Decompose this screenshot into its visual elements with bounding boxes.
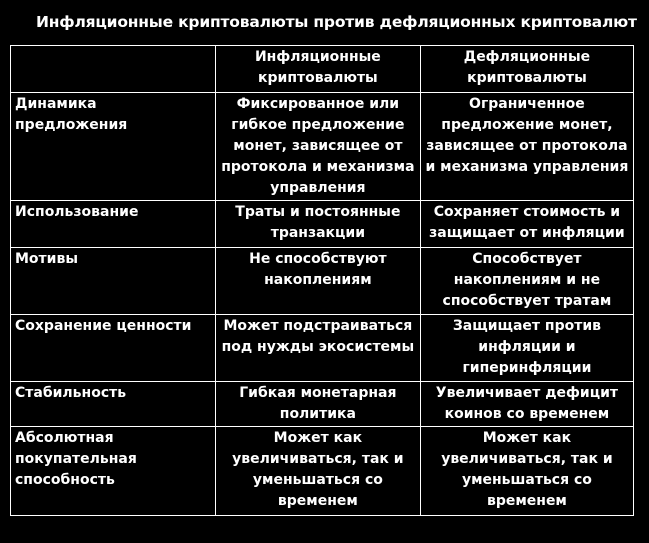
table-row xyxy=(11,382,634,427)
cell-deflationary: Увеличивает дефицит коинов со временем xyxy=(420,382,633,427)
page-title: Инфляционные криптовалюты против дефляционных криптовалют xyxy=(36,13,637,31)
cell-inflationary: Может подстраиваться под нужды экосистемы xyxy=(215,315,420,382)
cell-deflationary: Сохраняет стоимость и защищает от инфляции xyxy=(420,201,633,248)
table-row xyxy=(11,93,634,201)
row-label: Использование xyxy=(11,201,216,248)
cell-inflationary: Не способствуют накоплениям xyxy=(215,248,420,315)
row-label: Мотивы xyxy=(11,248,216,315)
table-row xyxy=(11,315,634,382)
header-cell-inflationary: Инфляционные криптовалюты xyxy=(215,46,420,93)
cell-inflationary: Гибкая монетарная политика xyxy=(215,382,420,427)
table-row xyxy=(11,248,634,315)
cell-inflationary: Может как увеличиваться, так и уменьшаться со временем xyxy=(215,427,420,516)
row-label: Стабильность xyxy=(11,382,216,427)
cell-inflationary: Фиксированное или гибкое предложение монет, зависящее от протокола и механизма управления xyxy=(215,93,420,201)
row-label: Динамика предложения xyxy=(11,93,216,201)
table-row xyxy=(11,201,634,248)
cell-deflationary: Может как увеличиваться, так и уменьшаться со временем xyxy=(420,427,633,516)
cell-deflationary: Способствует накоплениям и не способствует тратам xyxy=(420,248,633,315)
cell-inflationary: Траты и постоянные транзакции xyxy=(215,201,420,248)
cell-deflationary: Ограниченное предложение монет, зависящее от протокола и механизма управления xyxy=(420,93,633,201)
header-cell-deflationary: Дефляционные криптовалюты xyxy=(420,46,633,93)
row-label: Абсолютная покупательная способность xyxy=(11,427,216,516)
comparison-table xyxy=(10,45,634,516)
row-label: Сохранение ценности xyxy=(11,315,216,382)
header-cell-empty xyxy=(11,46,216,93)
table-row xyxy=(11,427,634,516)
cell-deflationary: Защищает против инфляции и гиперинфляции xyxy=(420,315,633,382)
table-header-row xyxy=(11,46,634,93)
